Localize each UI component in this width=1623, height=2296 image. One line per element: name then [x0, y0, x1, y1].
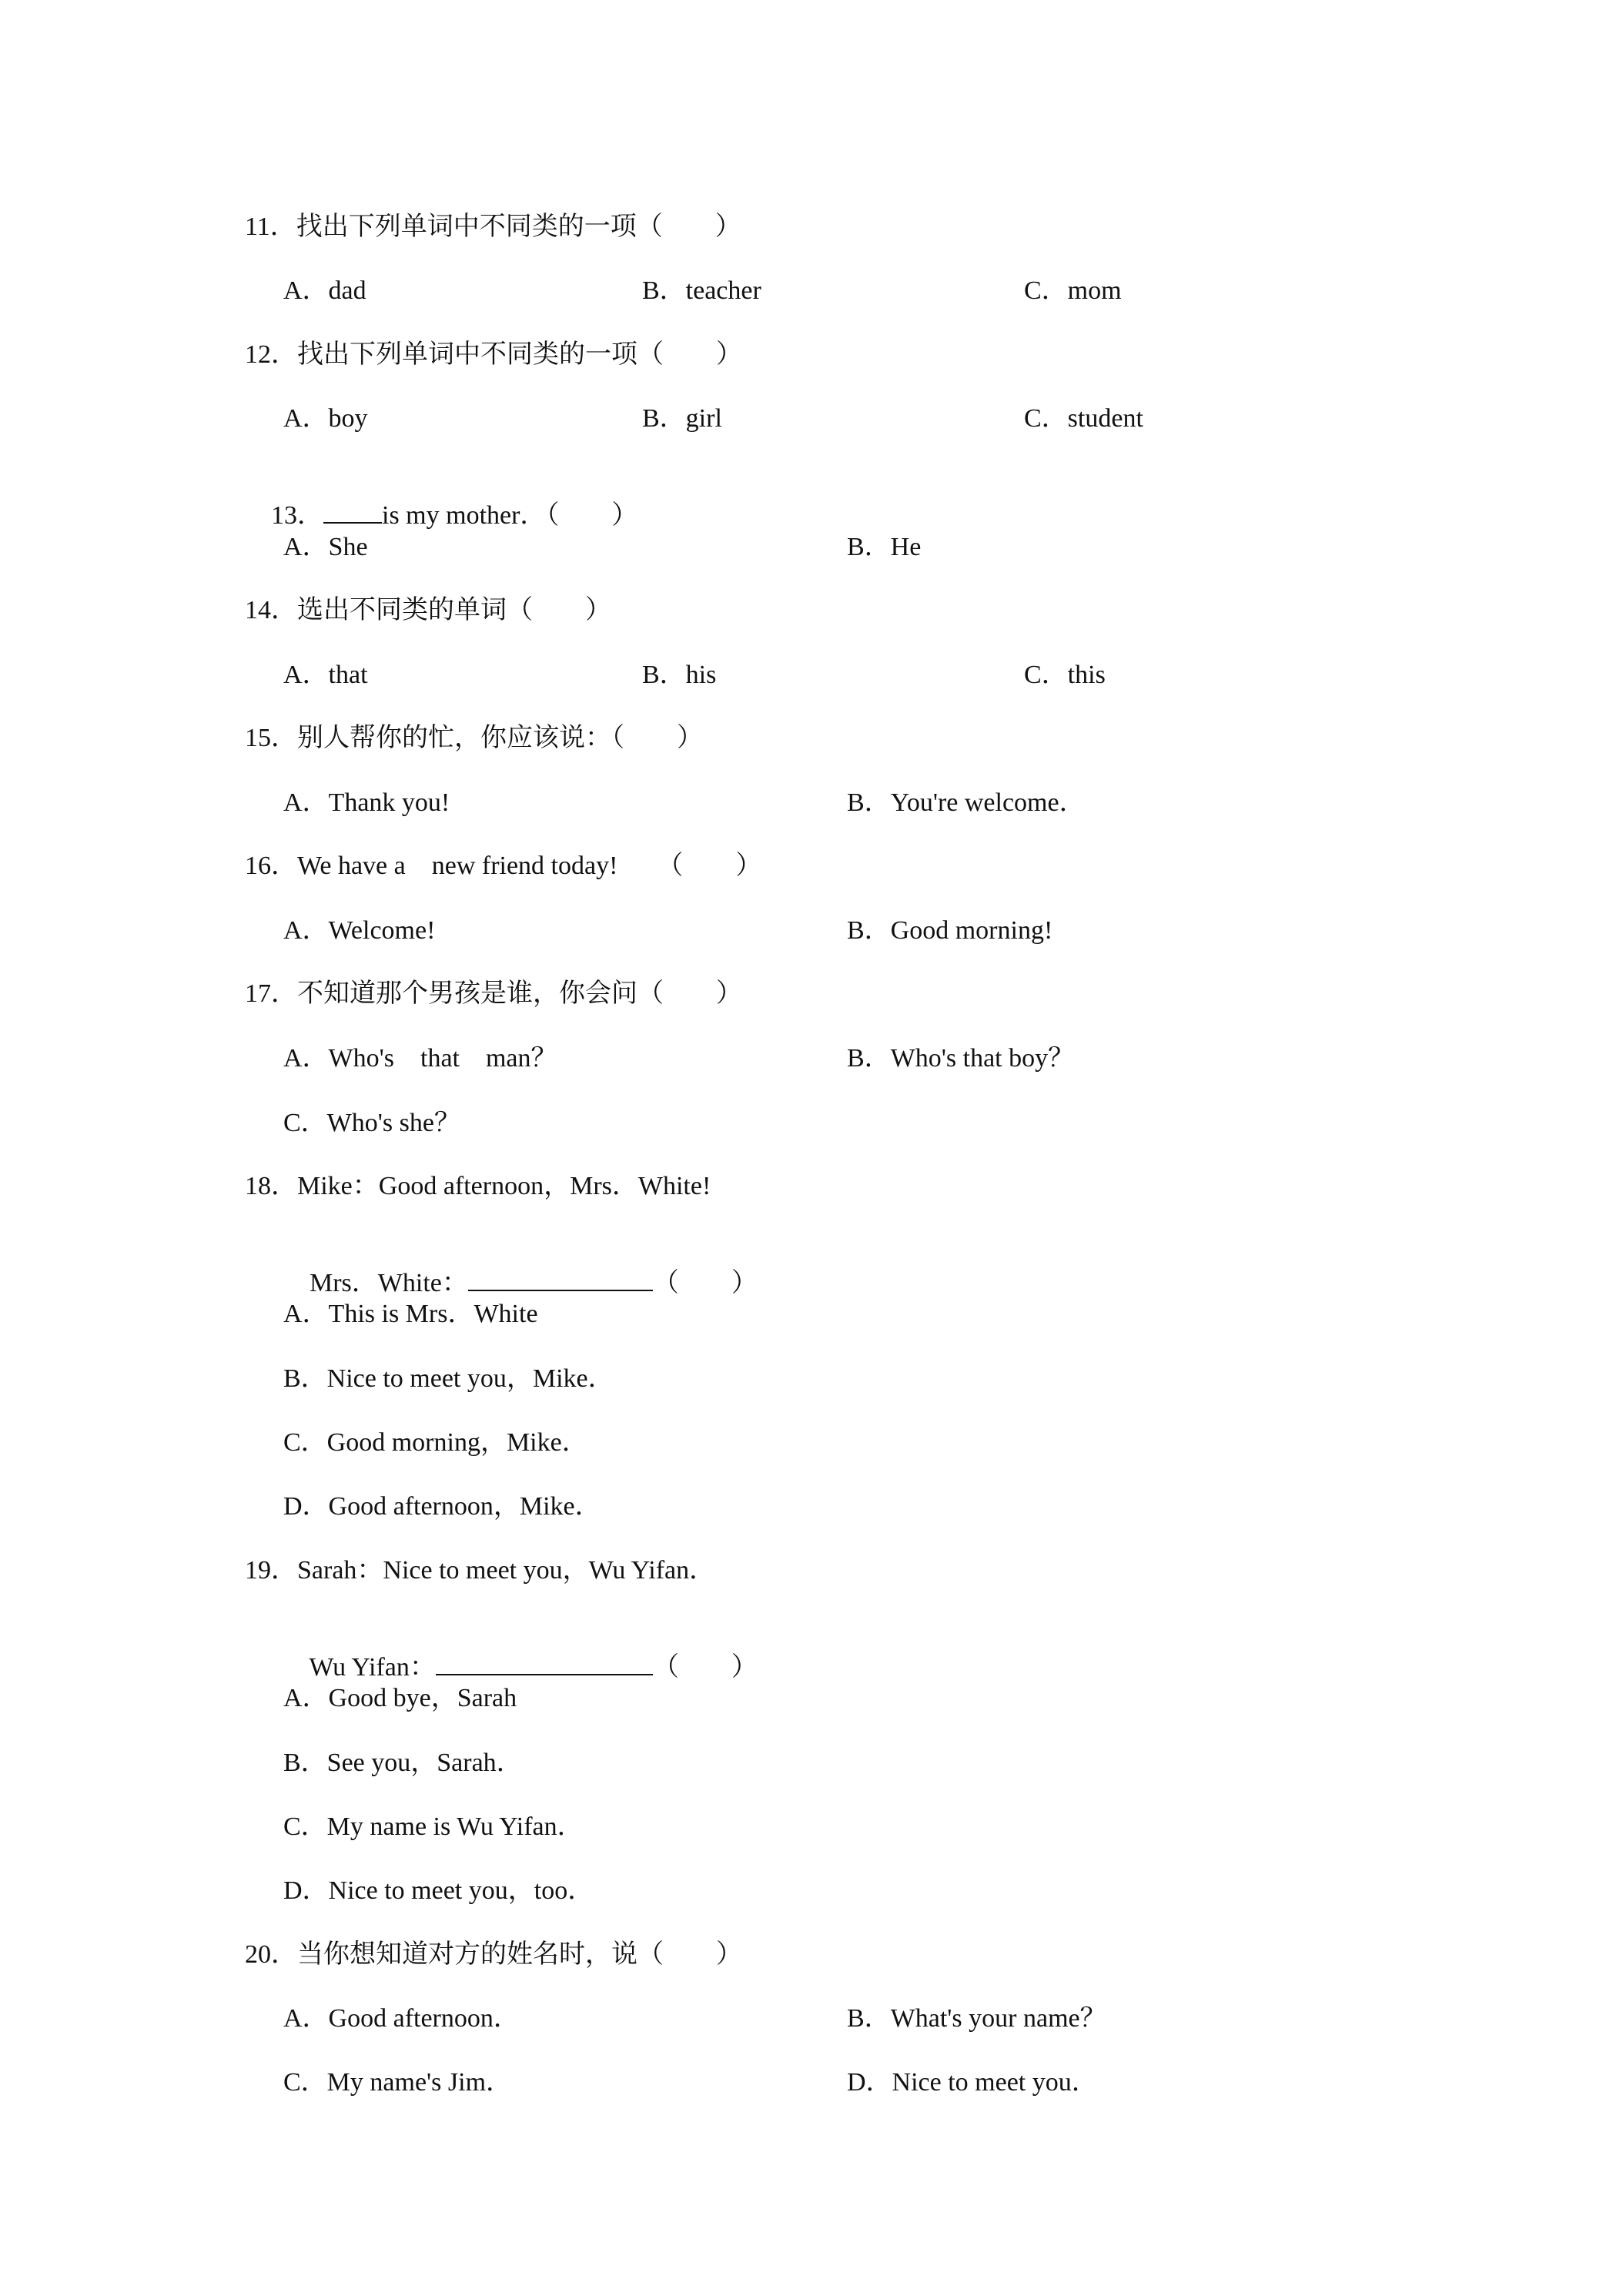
q19-option-d: D．Nice to meet you，too． [283, 1876, 594, 1905]
q19-option-c: C．My name is Wu Yifan． [283, 1812, 584, 1841]
question-20: 20．当你想知道对方的姓名时，说（ ） [245, 1940, 742, 1969]
q18-option-b: B．Nice to meet you，Mike． [283, 1364, 614, 1393]
question-15: 15．别人帮你的忙，你应该说：（ ） [245, 724, 703, 752]
q13-option-a: A．She [283, 533, 368, 561]
q14-option-a: A．that [283, 661, 368, 689]
q11-option-c: C．mom [1024, 276, 1122, 305]
q13-option-b: B．He [847, 533, 922, 561]
q14-option-b: B．his [642, 661, 717, 689]
q20-option-a: A．Good afternoon． [283, 2004, 520, 2033]
q20-option-d: D．Nice to meet you． [847, 2068, 1098, 2097]
q20-option-c: C．My name's Jim． [283, 2068, 513, 2097]
q18-paren: （ ） [652, 1269, 758, 1297]
question-11: 11．找出下列单词中不同类的一项（ ） [245, 213, 741, 241]
q15-option-a: A．Thank you! [283, 788, 450, 817]
question-16: 16．We have a new friend today! （ ） [245, 852, 762, 880]
q11-option-a: A．dad [283, 276, 366, 305]
q18-option-d: D．Good afternoon，Mike． [283, 1492, 601, 1521]
q17-option-a: A．Who's that man？ [283, 1044, 557, 1073]
q18-speaker: Mrs．White： [310, 1269, 468, 1297]
q17-option-c: C．Who's she？ [283, 1109, 460, 1137]
q12-option-c: C．student [1024, 404, 1143, 433]
q16-option-b: B．Good morning! [847, 916, 1053, 945]
q19-option-a: A．Good bye，Sarah [283, 1684, 517, 1712]
q16-option-a: A．Welcome! [283, 916, 436, 945]
q18-option-c: C．Good morning，Mike． [283, 1428, 588, 1457]
q19-paren: （ ） [652, 1653, 758, 1682]
question-17: 17．不知道那个男孩是谁，你会问（ ） [245, 979, 742, 1008]
q18-option-a: A．This is Mrs．White [283, 1300, 538, 1328]
q14-option-c: C．this [1024, 661, 1106, 689]
q13-text: is my mother．（ ） [382, 501, 638, 530]
q12-option-b: B．girl [642, 404, 722, 433]
q12-option-a: A．boy [283, 404, 368, 433]
question-14: 14．选出不同类的单词（ ） [245, 596, 611, 624]
question-18: 18．Mike：Good afternoon，Mrs．White! [245, 1172, 711, 1200]
q17-option-b: B．Who's that boy？ [847, 1044, 1075, 1073]
q19-option-b: B．See you，Sarah． [283, 1749, 523, 1777]
q13-blank [323, 499, 382, 524]
question-12: 12．找出下列单词中不同类的一项（ ） [245, 340, 742, 369]
q18-blank [468, 1267, 653, 1291]
question-19: 19．Sarah：Nice to meet you，Wu Yifan． [245, 1556, 716, 1585]
q13-number: 13． [271, 501, 323, 530]
q11-option-b: B．teacher [642, 276, 761, 305]
q19-speaker: Wu Yifan： [309, 1653, 436, 1682]
q15-option-b: B．You're welcome． [847, 788, 1086, 817]
q20-option-b: B．What's your name？ [847, 2004, 1106, 2033]
q19-blank [436, 1651, 653, 1675]
